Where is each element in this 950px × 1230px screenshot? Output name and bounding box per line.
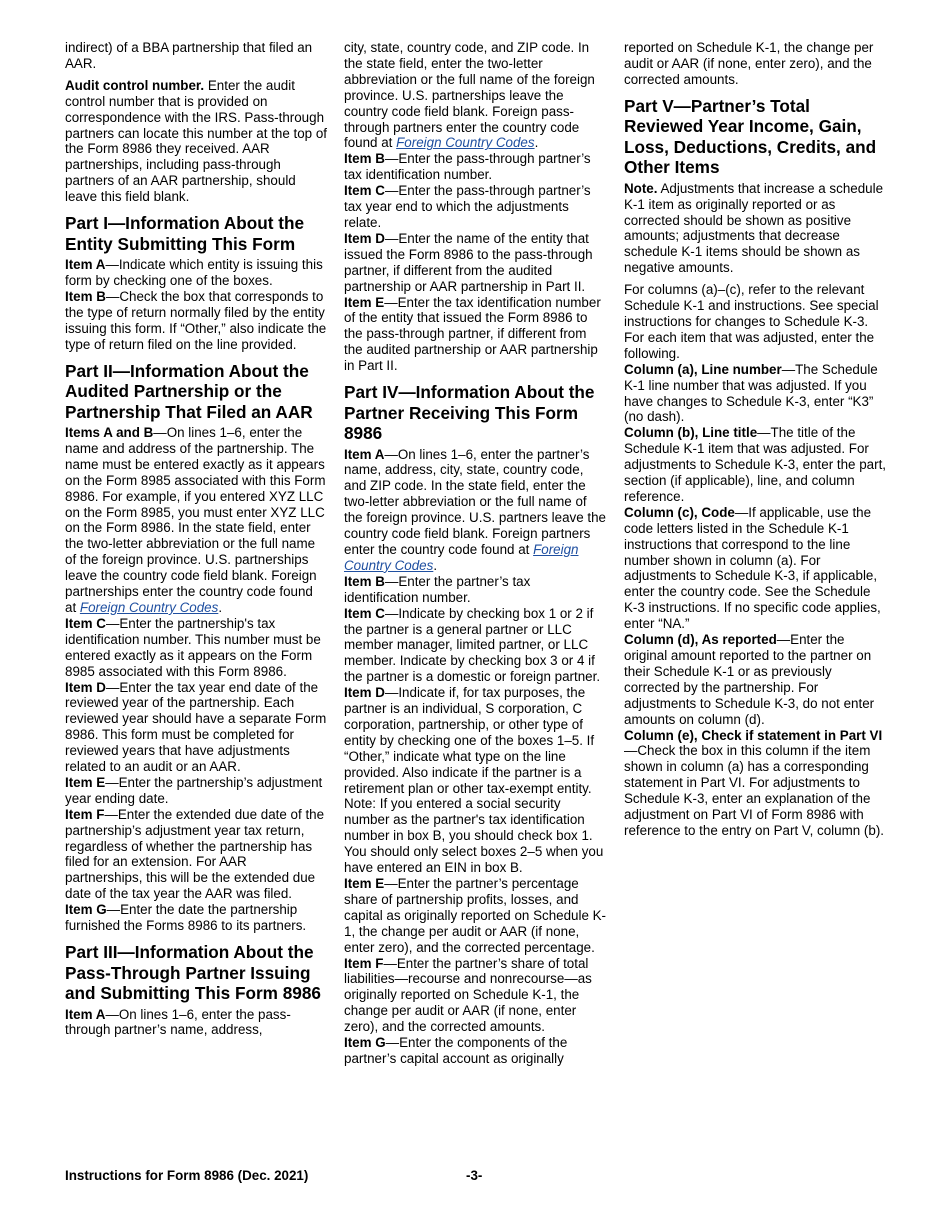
foreign-country-codes-link[interactable]: Foreign Country Codes bbox=[79, 599, 219, 615]
part4-item-g-continued: reported on Schedule K-1, the change per audit or AAR (if none, enter zero), and the corrected amounts. bbox=[624, 40, 874, 87]
column-b-paragraph: Column (b), Line title—The title of the Schedule K-1 item that was adjusted. For adjustments to Schedule K-3, enter the part, section (if applicable), line, and column reference. bbox=[624, 425, 887, 504]
column-2 bbox=[344, 40, 606, 1067]
heading-part-5: Part V—Partner’s Total Reviewed Year Income, Gain, Loss, Deductions, Credits, and Other Items bbox=[624, 95, 877, 178]
part4-item-c: Item C—Indicate by checking box 1 or 2 if the partner is a general partner or LLC member manager, limited partner, or LLC member. Indicate by checking box 3 or 4 if the partner is a domestic or foreign partner. bbox=[344, 605, 601, 685]
part2-item-c: Item C—Enter the partnership's tax identification number. This number must be entered exactly as it appears on the Form 8985 associated with this Form 8986. bbox=[65, 615, 321, 679]
part2-item-e: Item E—Enter the partnership’s adjustment year ending date. bbox=[65, 774, 323, 806]
heading-part-2: Part II—Information About the Audited Partnership or the Partnership That Filed an AAR bbox=[65, 360, 313, 422]
part3-item-c: Item C—Enter the pass-through partner’s tax year end to which the adjustments relate. bbox=[344, 183, 591, 230]
part4-item-b: Item B—Enter the partner’s tax identification number. bbox=[344, 573, 531, 605]
part2-item-g: Item G—Enter the date the partnership furnished the Forms 8986 to its partners. bbox=[65, 902, 307, 934]
part3-item-d: Item D—Enter the name of the entity that issued the Form 8986 to the pass-through partner, if different from the audited partnership or AAR partnership in Part II. bbox=[344, 230, 593, 294]
heading-part-1: Part I—Information About the Entity Submitting This Form bbox=[65, 213, 305, 254]
part4-item-d: Item D—Indicate if, for tax purposes, the partner is an individual, S corporation, C corporation, partnership, or other type of entity by checking one of the boxes 1–5. If “Other,” indicate what type on the line provided. Also indicate if the partner is a retirement plan or other tax-exempt entity. Note: If you entered a social security number as the partner's tax identification number in box B, you should check box 1. You should only select boxes 2–5 when you have entered an EIN in box B. bbox=[344, 685, 604, 876]
column-a-paragraph: Column (a), Line number—The Schedule K-1 line number that was adjusted. If you have changes to Schedule K-3, enter “K3” (no dash). bbox=[624, 361, 878, 425]
part2-item-f: Item F—Enter the extended due date of the partnership’s adjustment year tax return, regardless of whether the partnership has filed for an extension. For AAR partnerships, this will be the extended due date of the tax year the AAR was filed. bbox=[65, 806, 325, 902]
part3-item-a: Item A—On lines 1–6, enter the pass-through partner’s name, address, bbox=[65, 1006, 291, 1038]
part4-item-a: Item A—On lines 1–6, enter the partner’s name, address, city, state, country code, and ZIP code. In the state field, enter the two-letter abbreviation or the full name of the foreign province. U.S. partners leave the country code field blank. Foreign partners enter the country code found at Foreign Country Codes. bbox=[344, 446, 607, 573]
heading-part-4: Part IV—Information About the Partner Receiving This Form 8986 bbox=[344, 382, 595, 444]
page-number: -3- bbox=[466, 1168, 483, 1183]
part4-item-f: Item F—Enter the partner’s share of total liabilities—recourse and nonrecourse—as originally reported on Schedule K-1, the change per audit or AAR (if none, enter zero), and the corrected amounts. bbox=[344, 955, 592, 1035]
part2-item-d: Item D—Enter the tax year end date of the reviewed year of the partnership. Each reviewed year should have a separate Form 8986. This form must be completed for reviewed years that have adjustments related to an audit or an AAR. bbox=[65, 679, 327, 775]
part1-item-b: Item B—Check the box that corresponds to the type of return normally filed by the entity issuing this form. If “Other,” also indicate the type of return filed on the line provided. bbox=[65, 288, 327, 352]
columns-intro-paragraph: For columns (a)–(c), refer to the relevant Schedule K-1 and instructions. See special instructions for changes to Schedule K-3. For each item that was adjusted, enter the following. bbox=[624, 282, 879, 361]
part3-item-b: Item B—Enter the pass-through partner’s tax identification number. bbox=[344, 151, 591, 183]
column-e-paragraph: Column (e), Check if statement in Part VI—Check the box in this column if the item shown in column (a) has a corresponding statement in Part VI. For adjustments to Schedule K-3, enter an explanation of the adjustment on Part VI of Form 8986 with reference to the entry on Part V, column (b). bbox=[624, 727, 885, 838]
part3-item-e: Item E—Enter the tax identification number of the entity that issued the Form 8986 to the pass-through partner, if different from the audited partnership or AAR partnership in Part II. bbox=[344, 294, 601, 374]
part1-item-a: Item A—Indicate which entity is issuing this form by checking one of the boxes. bbox=[65, 257, 323, 288]
column-d-paragraph: Column (d), As reported—Enter the original amount reported to the partner on their Schedule K-1 or as previously corrected by the partnership. For adjustments to Schedule K-3, do not enter amounts on column (d). bbox=[624, 632, 875, 727]
audit-control-number-paragraph: Audit control number. Enter the audit control number that is provided on correspondence with the IRS. Pass-through partners can locate this number at the top of the Form 8986 they received. AAR partnerships, including pass-through partners of an AAR partnership, should leave this field blank. bbox=[65, 77, 328, 205]
column-3 bbox=[624, 40, 886, 839]
foreign-country-codes-link[interactable]: Foreign Country Codes bbox=[344, 541, 579, 573]
foreign-country-codes-link[interactable]: Foreign Country Codes bbox=[396, 135, 535, 151]
part4-item-e: Item E—Enter the partner’s percentage share of partnership profits, losses, and capital as originally reported on Schedule K-1, the change per audit or AAR (if none, enter zero), and the corrected percentage. bbox=[344, 876, 607, 955]
footer-title: Instructions for Form 8986 (Dec. 2021) bbox=[65, 1168, 309, 1183]
heading-part-3: Part III—Information About the Pass-Through Partner Issuing and Submitting This Form 8986 bbox=[65, 942, 321, 1003]
column-1 bbox=[65, 40, 327, 1038]
part4-item-g: Item G—Enter the components of the partner’s capital account as originally bbox=[344, 1035, 568, 1066]
column-c-paragraph: Column (c), Code—If applicable, use the code letters listed in the Schedule K-1 instructions that correspond to the line number shown in column (a). For adjustments to Schedule K-3, if applicable, enter the country code. See the Schedule K-3 instructions. If no specific code applies, enter “NA.” bbox=[624, 504, 881, 632]
part2-items-a-b: Items A and B—On lines 1–6, enter the name and address of the partnership. The name must be entered exactly as it appears on the Form 8985 associated with this Form 8986. For example, if you entered XYZ LLC on the Form 8985, you must enter XYZ LLC on the Form 8986. In the state field, enter the two-letter abbreviation or the full name of the foreign province. U.S. partnerships leave the country code field blank. Foreign partnerships enter the country code found at Foreign Country Codes. bbox=[65, 425, 326, 615]
paragraph-continued: indirect) of a BBA partnership that filed an AAR. bbox=[65, 40, 313, 71]
note-paragraph: Note. Adjustments that increase a schedule K-1 item as originally reported or as corrected should be shown as positive amounts; adjustments that decrease schedule K-1 items should be shown as negative amounts. bbox=[624, 180, 884, 276]
part3-item-a-continued: city, state, country code, and ZIP code. In the state field, enter the two-letter abbreviation or the full name of the foreign province. U.S. partnerships leave the country code field blank. Foreign pass-through partners enter the country code found at Foreign Country Codes. bbox=[344, 40, 595, 151]
